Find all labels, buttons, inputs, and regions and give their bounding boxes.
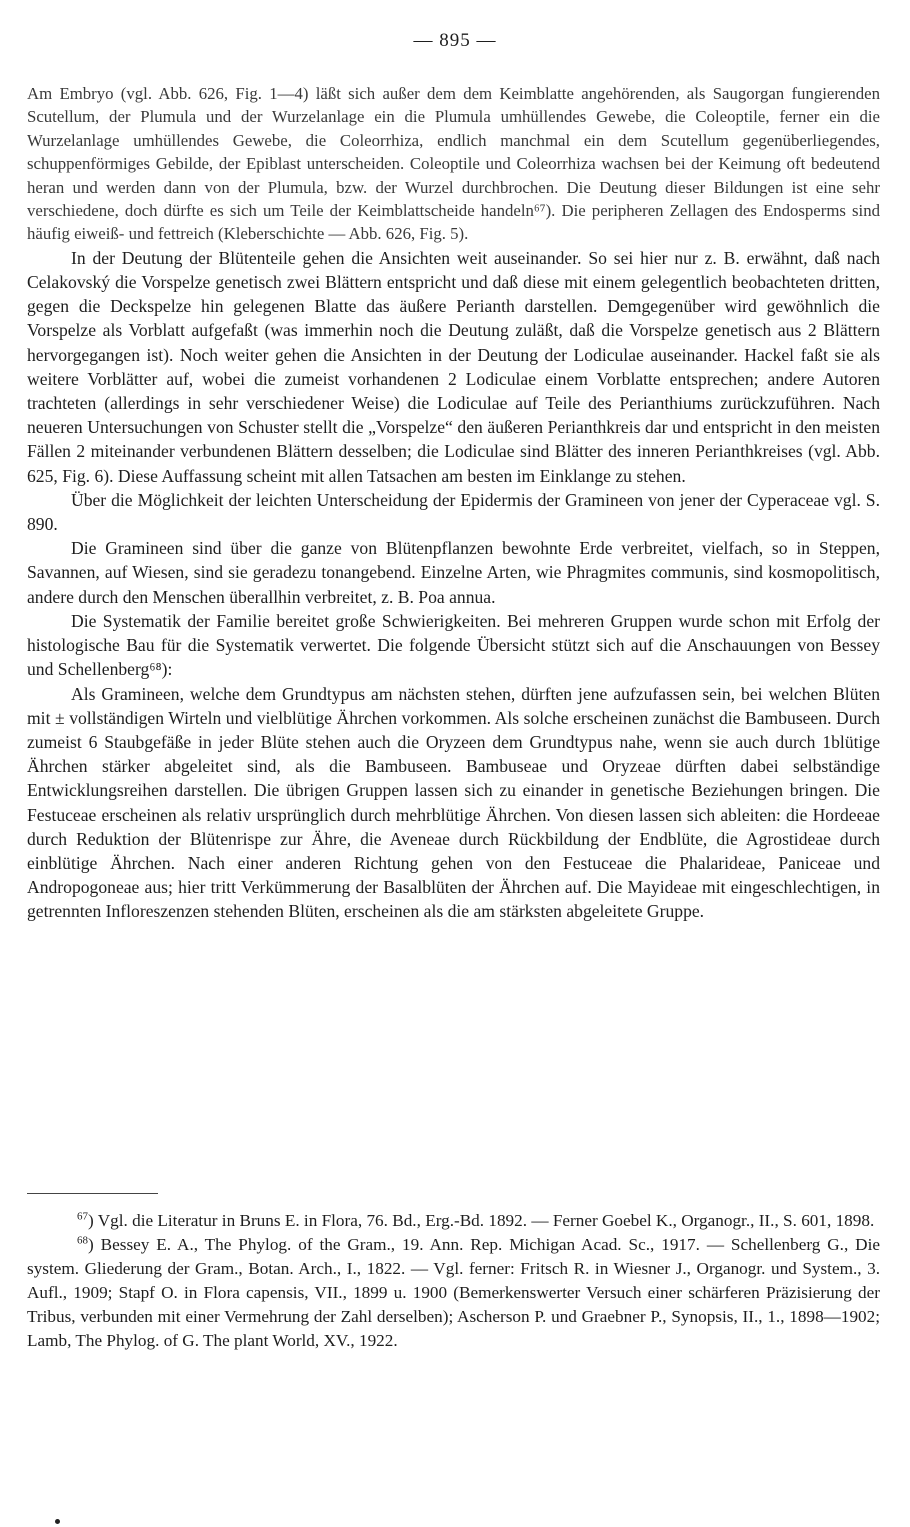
paragraph-embryo: Am Embryo (vgl. Abb. 626, Fig. 1—4) läßt sich außer dem dem Keimblatte angehörenden, als Saugorgan fungierenden Scutellum, der Plumula und der Wurzelanlage ein die Plumula umhüllendes Gewebe, die Coleoptile, ferner ein die Wurzelanlage umhüllendes Gewebe, die Coleorrhiza, endlich manchmal ein dem Scutellum gegenüberliegendes, schuppenförmiges Gebilde, der Epiblast unterscheiden. Coleoptile und Coleorrhiza wachsen bei der Keimung oft bedeutend heran und werden dann von der Plumula, bzw. der Wurzel durchbrochen. Die Deutung dieser Bildungen ist eine sehr verschiedene, doch dürfte es sich um Teile der Keimblattscheide handeln⁶⁷). Die peripheren Zellagen des Endosperms sind häufig eiweiß- und fettreich (Kleberschichte — Abb. 626, Fig. 5).: [27, 84, 880, 244]
body-text: [27, 82, 880, 924]
footnotes: [27, 1209, 880, 1353]
paragraph-systematik: Die Systematik der Familie bereitet große Schwierigkeiten. Bei mehreren Gruppen wurde schon mit Erfolg der histologische Bau für die Systematik verwertet. Die folgende Übersicht stützt sich auf die Anschauungen von Bessey und Schellenberg⁶⁸):: [27, 610, 880, 680]
footnote-marker: 67: [77, 1210, 88, 1223]
footnote-67: $^{67}$) Vgl. die Literatur in Bruns E. in Flora, 76. Bd., Erg.-Bd. 1892. — Ferner Goebel K., Organogr., II., S. 601, 1898.: [77, 1210, 875, 1230]
scan-speck: [55, 1519, 60, 1524]
page-number: — 895 —: [413, 30, 497, 51]
paragraph-grundtypus: Als Gramineen, welche dem Grundtypus am nächsten stehen, dürften jene aufzufassen sein, bei welchen Blüten mit ± vollständigen Wirteln und vielblütige Ährchen vorkommen. Als solche erscheinen zunächst die Bambuseen. Durch zumeist 6 Staubgefäße in jeder Blüte stehen auch die Oryzeen dem Grundtypus nahe, wenn sie auch durch 1blütige Ährchen stärker abgeleitet sind, als die Bambuseen. Bambuseae und Oryzeae dürften dabei selbständige Entwicklungsreihen darstellen. Die übrigen Gruppen lassen sich zu einander in genetische Beziehungen bringen. Die Festuceae erscheinen als relativ ursprünglich durch mehrblütige Ährchen. Von diesen lassen sich ableiten: die Hordeeae durch Reduktion der Blütenrispe zur Ähre, die Aveneae durch Rückbildung der Endblüte, die Agrostideae durch einblütige Ährchen. Nach einer anderen Richtung gehen von den Festuceae die Phalarideae, Paniceae und Andropogoneae aus; hier tritt Verkümmerung der Basalblüten der Ährchen auf. Die Mayideae mit eingeschlechtigen, in getrennten Infloreszenzen stehenden Blüten, erscheinen als die am stärksten abgeleitete Gruppe.: [27, 683, 880, 922]
paragraph-verbreitung: Die Gramineen sind über die ganze von Blütenpflanzen bewohnte Erde verbreitet, vielfach, so in Steppen, Savannen, auf Wiesen, sind sie geradezu tonangebend. Einzelne Arten, wie Phragmites communis, sind kosmopolitisch, andere durch den Menschen überallhin verbreitet, z. B. Poa annua.: [27, 538, 880, 607]
footnote-text: Bessey E. A., The Phylog. of the Gram., 19. Ann. Rep. Michigan Acad. Sc., 1917. — Schellenberg G., Die system. Gliederung der Gram., Botan. Arch., I., 1822. — Vgl. ferner: Fritsch R. in Wiesner J., Organogr. und System., 3. Aufl., 1909; Stapf O. in Flora capensis, VII., 1899 u. 1900 (Bemerkenswerter Versuch einer schärferen Präzisierung der Tribus, verbunden mit einer Vermehrung der Zahl derselben); Ascherson P. und Graebner P., Synopsis, II., 1., 1898—1902; Lamb, The Phylog. of G. The plant World, XV., 1922.: [27, 1235, 880, 1350]
footnote-marker: 68: [77, 1234, 88, 1247]
footnote-68: $^{68}$) Bessey E. A., The Phylog. of the Gram., 19. Ann. Rep. Michigan Acad. Sc., 1917. — Schellenberg G., Die system. Gliederung der Gram., Botan. Arch., I., 1822. — Vgl. ferner: Fritsch R. in Wiesner J., Organogr. und System., 3. Aufl., 1909; Stapf O. in Flora capensis, VII., 1899 u. 1900 (Bemerkenswerter Versuch einer schärferen Präzisierung der Tribus, verbunden mit einer Vermehrung der Zahl derselben); Ascherson P. und Graebner P., Synopsis, II., 1., 1898—1902; Lamb, The Phylog. of G. The plant World, XV., 1922.: [27, 1234, 880, 1350]
footnote-divider: [27, 1193, 158, 1194]
paragraph-bluetenteile: In der Deutung der Blütenteile gehen die Ansichten weit auseinander. So sei hier nur z. B. erwähnt, daß nach Celakovský die Vorspelze genetisch zwei Blättern entspricht und daß diese mit einem gelegentlich beobachteten dritten, gegen die Deckspelze hin gelegenen Blatte das äußere Perianth darstellen. Demgegenüber wird gewöhnlich die Vorspelze als Vorblatt aufgefaßt (was immerhin noch die Deutung zuläßt, daß die Vorspelze genetisch aus 2 Blättern hervorgegangen ist). Noch weiter gehen die Ansichten in der Deutung der Lodiculae auseinander. Hackel faßt sie als weitere Vorblätter auf, wobei die zumeist vorhandenen 2 Lodiculae einem Vorblatte entsprechen; andere Autoren trachteten (allerdings in sehr verschiedener Weise) die Lodiculae auf Teile des Perianthiums zurückzuführen. Nach neueren Untersuchungen von Schuster stellt die „Vorspelze“ den äußeren Perianthkreis dar und entspricht in den meisten Fällen 2 miteinander verbundenen Blättern desselben; die Lodiculae sind Blätter des inneren Perianthkreises (vgl. Abb. 625, Fig. 6). Diese Auffassung scheint mit allen Tatsachen am besten im Einklange zu stehen.: [27, 247, 880, 486]
paragraph-epidermis: Über die Möglichkeit der leichten Unterscheidung der Epidermis der Gramineen von jener der Cyperaceae vgl. S. 890.: [27, 489, 880, 535]
footnote-text: Vgl. die Literatur in Bruns E. in Flora, 76. Bd., Erg.-Bd. 1892. — Ferner Goebel K., Organogr., II., S. 601, 1898.: [97, 1211, 875, 1230]
